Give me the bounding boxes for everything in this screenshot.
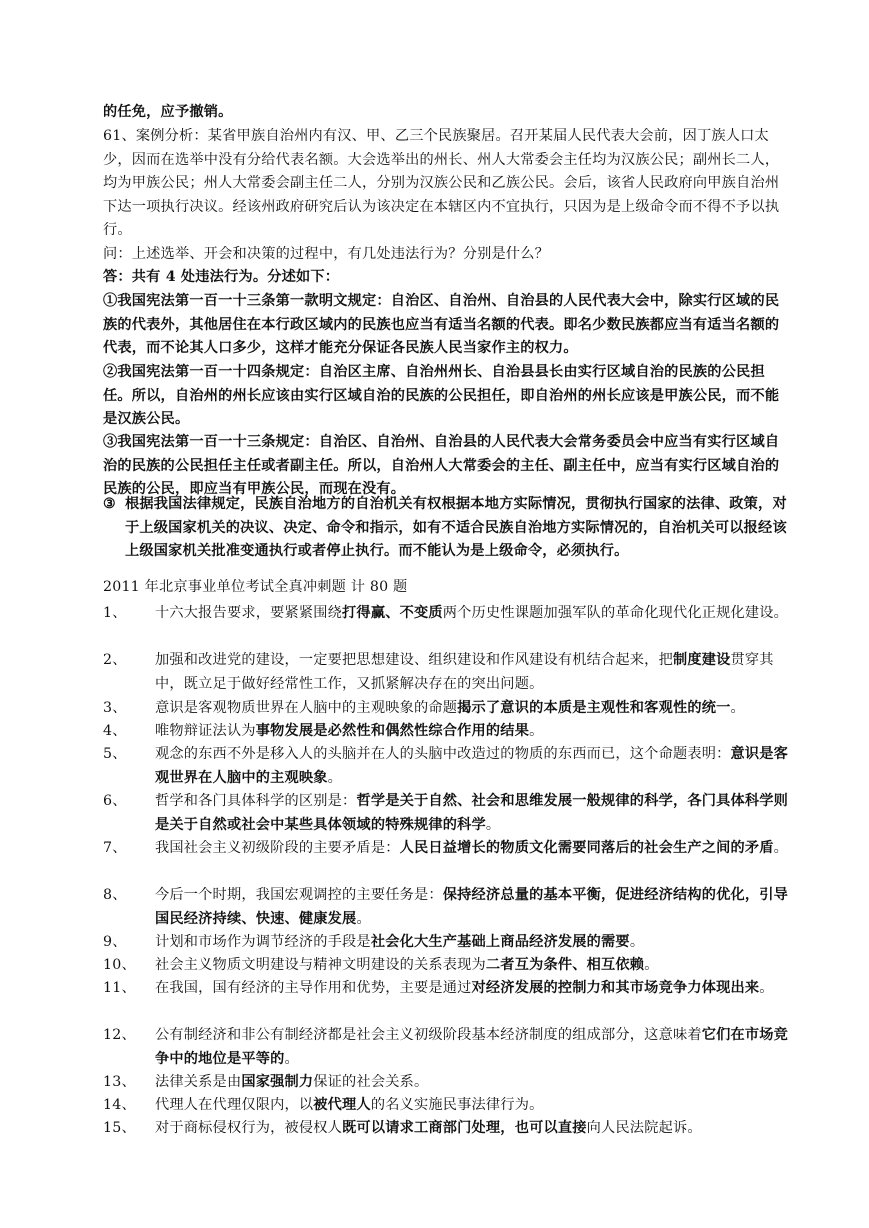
answer-point-2: ②我国宪法第一百一十四条规定：自治区主席、自治州州长、自治县县长由实行区域自治的民族的公民担任。所以，自治州的州长应该由实行区域自治的民族的公民担任，即自治州的州长应该是甲族公民，而不能是汉族公民。 — [103, 364, 780, 427]
question-text-segment: 。 — [529, 723, 544, 739]
question-text-segment: 对于商标侵权行为，被侵权人 — [155, 1120, 343, 1136]
question-text — [155, 977, 793, 1001]
question-text — [155, 697, 793, 721]
question-text — [155, 1117, 793, 1141]
question-text-segment: 。 — [284, 1050, 299, 1067]
question-number: 7、 — [103, 840, 127, 856]
question-text-segment: 。 — [730, 700, 745, 716]
question-text-segment: 意识是客观物质世界在人脑中的主观映象的命题 — [155, 700, 458, 716]
question-text — [155, 602, 793, 626]
question-text-segment: 。 — [644, 957, 659, 973]
question-answer-key: 国家强制力 — [241, 1074, 314, 1090]
question-text-segment: 。 — [356, 910, 371, 927]
question-number: 5、 — [103, 746, 127, 762]
question-text-segment: 代理人在代理仅限内，以 — [155, 1097, 314, 1113]
question-text — [155, 649, 793, 696]
question-item — [103, 837, 793, 884]
question-number: 11、 — [103, 980, 136, 996]
question-text — [155, 720, 793, 744]
question-number: 9、 — [103, 934, 127, 950]
section-title: 2011 年北京事业单位考试全真冲刺题 计 80 题 — [103, 579, 408, 595]
question-text-segment: 唯物辩证法认为 — [155, 723, 256, 739]
question-answer-key: 既可以请求工商部门处理，也可以直接 — [342, 1120, 587, 1136]
answer-point-4-number: ③ — [103, 496, 116, 512]
question-text-segment: 计划和市场作为调节经济的手段是 — [155, 934, 371, 950]
question-answer-key: 被代理人 — [313, 1097, 371, 1113]
question-item — [103, 1117, 793, 1164]
question-text — [155, 1094, 793, 1118]
question-text — [155, 790, 793, 837]
question-text-segment: 。 — [485, 816, 501, 833]
question-text-segment: 我国社会主义初级阶段的主要矛盾是： — [155, 840, 400, 856]
question-number: 4、 — [103, 723, 127, 739]
question-item — [103, 743, 793, 790]
question-text — [155, 931, 793, 955]
question-number: 15、 — [103, 1120, 136, 1136]
case-intro: 61、案例分析：某省甲族自治州内有汉、甲、乙三个民族聚居。召开某届人民代表大会前，因丁族人口太少，因而在选举中没有分给代表名额。大会选举出的州长、州人大常委会主任均为汉族公民；副州长二人，均为甲族公民；州人大常委会副主任二人，分别为汉族公民和乙族公民。会后，该省人民政府向甲族自治州下达一项执行决议。经该州政府研究后认为该决定在本辖区内不宜执行，只因为是上级命令而不得不予以执行。 — [103, 128, 780, 238]
question-item — [103, 790, 793, 837]
question-text-segment: 保证的社会关系。 — [313, 1074, 429, 1090]
question-number: 6、 — [103, 793, 127, 809]
question-text-segment: 。 — [773, 840, 789, 856]
question-answer-key: 哲学是关于自然、社会和思维发展一般规律的科学，各门具体科学则是关于自然或社会中某些具体领域的特殊规律的科学 — [155, 793, 789, 833]
question-item — [103, 602, 793, 649]
question-text-segment: 十六大报告要求，要紧紧围绕 — [155, 605, 343, 621]
answer-point-1: ①我国宪法第一百一十三条第一款明文规定：自治区、自治州、自治县的人民代表大会中，除实行区域的民族的代表外，其他居住在本行政区域内的民族也应当有适当名额的代表。即名少数民族都应当有适当名额的代表，而不论其人口多少，这样才能充分保证各民族人民当家作主的权力。 — [103, 293, 780, 356]
question-number: 2、 — [103, 652, 127, 668]
answer-point-4 — [103, 493, 793, 565]
question-text-segment: 向人民法院起诉。 — [586, 1120, 702, 1136]
question-answer-key: 揭示了意识的本质是主观性和客观性的统一 — [457, 700, 731, 716]
question-number: 3、 — [103, 700, 127, 716]
question-number: 1、 — [103, 605, 127, 621]
question-answer-key: 打得赢、不变质 — [342, 605, 443, 621]
question-text-segment: 。 — [327, 769, 343, 786]
question-answer-key: 制度建设 — [672, 652, 731, 668]
continuation-line: 的任免，应予撤销。 — [103, 104, 233, 120]
question-number: 10、 — [103, 957, 136, 973]
question-item — [103, 977, 793, 1024]
question-text — [155, 954, 793, 978]
question-item — [103, 884, 793, 931]
question-answer-key: 意识是客观世界在人脑中的主观映象 — [155, 746, 789, 786]
question-answer-key: 人民日益增长的物质文化需要同落后的社会生产之间的矛盾 — [399, 840, 774, 856]
question-text-segment: 贯穿其中，既立足于做好经常性工作，又抓紧解决存在的突出问题。 — [155, 652, 774, 692]
question-text-segment: 今后一个时期，我国宏观调控的主要任务是： — [155, 887, 443, 903]
question-answer-key: 社会化大生产基础上商品经济发展的需要 — [370, 934, 630, 950]
question-text-segment: 观念的东西不外是移入人的头脑并在人的头脑中改造过的物质的东西而已，这个命题表明： — [155, 746, 731, 762]
question-text-segment: 在我国，国有经济的主导作用和优势，主要是通过 — [155, 980, 472, 996]
question-text-segment: 。 — [759, 980, 774, 996]
answer-point-4-text: 根据我国法律规定，民族自治地方的自治机关有权根据本地方实际情况，贯彻执行国家的法律、政策，对于上级国家机关的决议、决定、命令和指示，如有不适合民族自治地方实际情况的，自治机关可以报经该上级国家机关批准变通执行或者停止执行。而不能认为是上级命令，必须执行。 — [125, 496, 787, 559]
question-answer-key: 它们在市场竞争中的地位是平等的 — [155, 1027, 789, 1067]
question-text — [155, 1024, 793, 1071]
case-question: 问：上述选举、开会和决策的过程中，有几处违法行为？分别是什么？ — [103, 246, 550, 262]
question-text-segment: 加强和改进党的建设，一定要把思想建设、组织建设和作风建设有机结合起来，把 — [155, 652, 673, 668]
question-answer-key: 保持经济总量的基本平衡，促进经济结构的优化，引导国民经济持续、快速、健康发展 — [155, 887, 789, 927]
question-number: 8、 — [103, 887, 127, 903]
question-item — [103, 649, 793, 696]
question-text — [155, 837, 793, 861]
question-number: 12、 — [103, 1027, 136, 1043]
question-text — [155, 743, 793, 790]
question-answer-key: 二者互为条件、相互依赖 — [485, 957, 645, 973]
question-item — [103, 1024, 793, 1071]
answer-heading: 答：共有 4 处违法行为。分述如下： — [103, 269, 340, 285]
question-text-segment: 法律关系是由 — [155, 1074, 242, 1090]
question-text — [155, 884, 793, 931]
answer-point-3: ③我国宪法第一百一十三条规定：自治区、自治州、自治县的人民代表大会常务委员会中应当有实行区域自治的民族的公民担任主任或者副主任。所以，自治州人大常委会的主任、副主任中，应当有实行区域自治的民族的公民，即应当有甲族公民，而现在没有。 — [103, 434, 780, 497]
question-text-segment: 。 — [629, 934, 645, 950]
question-text-segment: 哲学和各门具体科学的区别是： — [155, 793, 357, 809]
question-text — [155, 1071, 793, 1095]
question-answer-key: 事物发展是必然性和偶然性综合作用的结果 — [255, 723, 530, 739]
question-text-segment: 公有制经济和非公有制经济都是社会主义初级阶段基本经济制度的组成部分，这意味着 — [155, 1027, 702, 1043]
question-text-segment: 社会主义物质文明建设与精神文明建设的关系表现为 — [155, 957, 486, 973]
question-text-segment: 两个历史性课题加强军队的革命化现代化正规化建设。 — [442, 605, 789, 621]
question-number: 14、 — [103, 1097, 136, 1113]
question-number: 13、 — [103, 1074, 136, 1090]
question-answer-key: 对经济发展的控制力和其市场竞争力体现出来 — [471, 980, 760, 996]
question-text-segment: 的名义实施民事法律行为。 — [370, 1097, 544, 1113]
